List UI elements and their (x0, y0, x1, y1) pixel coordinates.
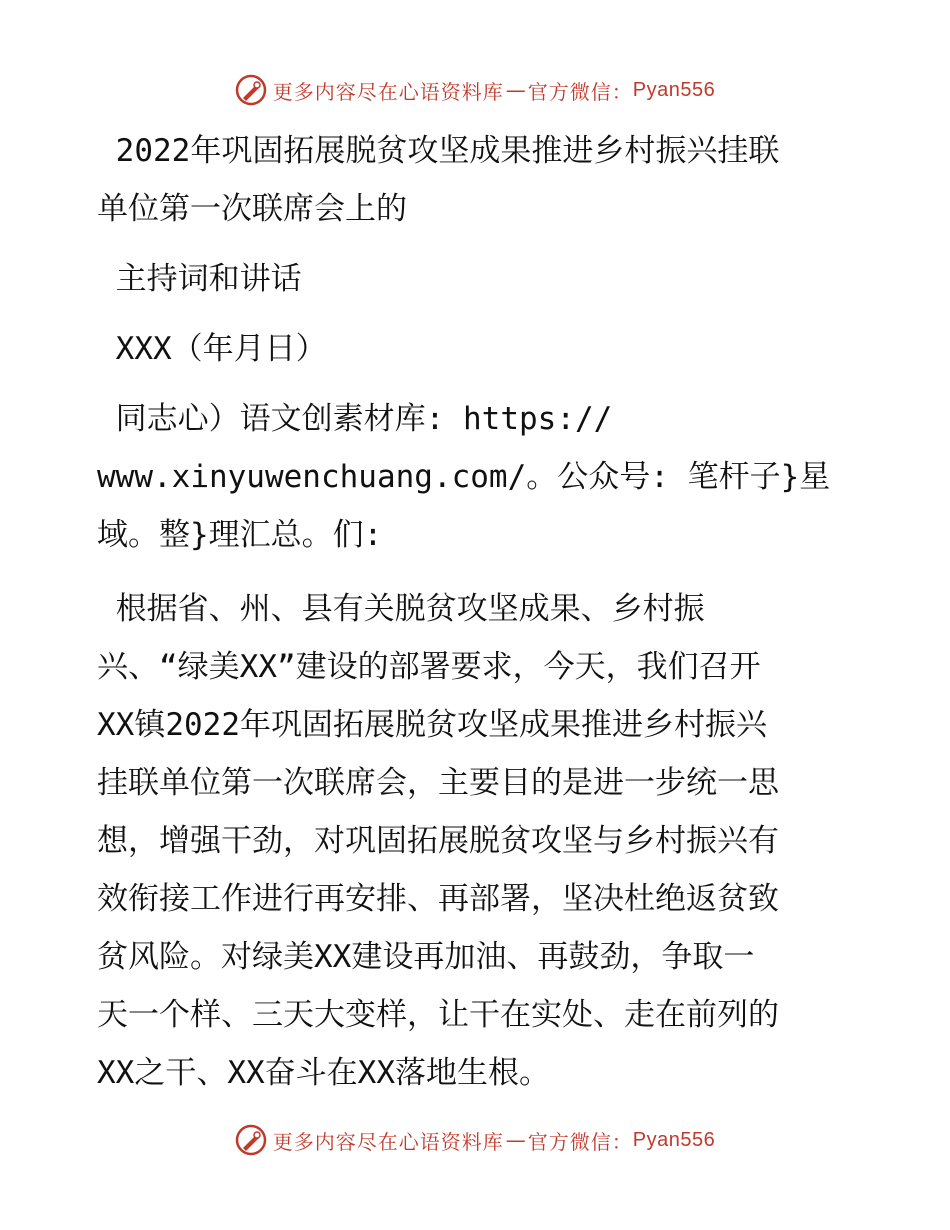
body-line: XX之干、XX奋斗在XX落地生根。 (97, 1055, 550, 1091)
banner-wechat-label: 官方微信： (527, 1129, 633, 1154)
header-banner (0, 70, 950, 110)
banner-dash: — (505, 78, 526, 102)
banner-wechat-label: 官方微信： (527, 79, 633, 104)
doc-greeting-line-1: 同志心）语文创素材库: https:// (97, 401, 613, 437)
banner-site-text: 更多内容尽在心语资料库 (272, 1129, 504, 1154)
pen-logo-icon (235, 74, 267, 106)
body-line: 兴、“绿美XX”建设的部署要求，今天，我们召开 (97, 649, 761, 685)
body-line: 效衔接工作进行再安排、再部署，坚决杜绝返贫致 (97, 881, 779, 917)
pen-logo-icon (235, 1124, 267, 1156)
doc-greeting-line-2: www.xinyuwenchuang.com/。公众号: 笔杆子}星 (97, 459, 831, 495)
body-line: 贫风险。对绿美XX建设再加油、再鼓劲，争取一 (97, 939, 755, 975)
doc-title-line-2: 单位第一次联席会上的 (97, 191, 407, 227)
banner-wechat-id: Pyan556 (632, 1128, 716, 1151)
banner-wechat-id: Pyan556 (632, 78, 716, 101)
body-line: 根据省、州、县有关脱贫攻坚成果、乡村振 (97, 591, 705, 627)
body-line: 想，增强干劲，对巩固拓展脱贫攻坚与乡村振兴有 (97, 823, 779, 859)
doc-title-line-1: 2022年巩固拓展脱贫攻坚成果推进乡村振兴挂联 (97, 133, 780, 169)
document-content (97, 122, 867, 1102)
doc-author: XXX（年月日） (97, 331, 327, 367)
banner-dash: — (505, 1128, 526, 1152)
banner-site-text: 更多内容尽在心语资料库 (272, 79, 504, 104)
body-line: 天一个样、三天大变样，让干在实处、走在前列的 (97, 997, 779, 1033)
body-line: XX镇2022年巩固拓展脱贫攻坚成果推进乡村振兴 (97, 707, 767, 743)
footer-banner (0, 1120, 950, 1160)
doc-greeting-line-3: 域。整}理汇总。们: (97, 517, 383, 553)
body-line: 挂联单位第一次联席会，主要目的是进一步统一思 (97, 765, 779, 801)
doc-subtitle: 主持词和讲话 (97, 261, 302, 297)
